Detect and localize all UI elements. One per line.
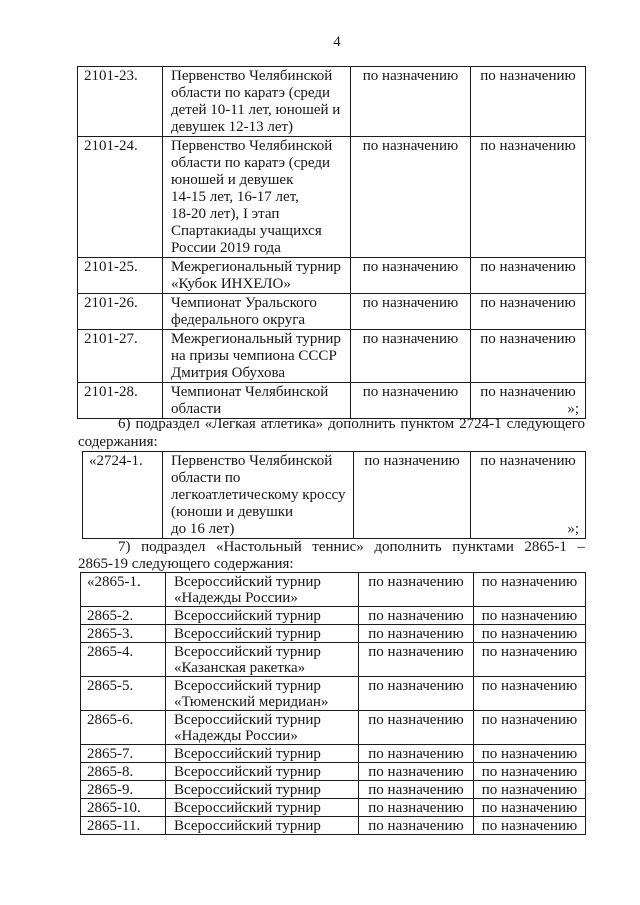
col3-cell	[359, 573, 474, 607]
event-name-line: «Кубок ИНХЕЛО»	[171, 276, 291, 292]
table-row	[81, 643, 586, 677]
paragraph-line: 2865-19 следующего содержания:	[78, 556, 294, 572]
col4-value: по назначению	[481, 644, 578, 660]
item-number-cell	[81, 607, 166, 625]
col3-value: по назначению	[368, 818, 464, 834]
events-table-2	[82, 451, 586, 539]
item-number-cell	[81, 711, 166, 745]
page-number: 4	[333, 34, 341, 50]
event-name-cell	[166, 677, 359, 711]
table-row	[81, 711, 586, 745]
table-row	[78, 67, 586, 137]
col4-cell	[474, 745, 586, 763]
col3-cell	[351, 137, 471, 258]
col4-value: по назначению	[480, 331, 576, 347]
col3-value: по назначению	[362, 138, 459, 154]
event-name-line: Спартакиады учащихся	[171, 223, 322, 239]
item-number: 2865-4.	[87, 644, 134, 660]
event-name-line: Всероссийский турнир	[174, 574, 321, 590]
col3-value: по назначению	[368, 626, 464, 642]
item-number-cell	[81, 643, 166, 677]
table-row	[81, 607, 586, 625]
item-number: 2865-11.	[87, 818, 141, 834]
event-name-line: Всероссийский турнир	[174, 782, 321, 798]
event-name-line: «Надежды России»	[174, 728, 298, 744]
event-name-line: России 2019 года	[171, 240, 281, 256]
event-name-line: на призы чемпиона СССР	[171, 348, 337, 364]
col4-value: по назначению	[480, 295, 576, 311]
event-name-cell	[166, 799, 359, 817]
col3-value: по назначению	[364, 453, 460, 469]
col4-cell	[474, 607, 586, 625]
col4-cell	[471, 330, 586, 383]
col3-value: по назначению	[368, 574, 464, 590]
col3-value: по назначению	[368, 712, 464, 728]
col4-value: по назначению	[481, 626, 578, 642]
event-name-line: Чемпионат Уральского	[171, 295, 317, 311]
col4-cell	[471, 67, 586, 137]
event-name-line: детей 10-11 лет, юношей и	[171, 102, 341, 118]
events-table-1-body	[78, 67, 586, 419]
item-number: «2865-1.	[87, 574, 141, 590]
event-name-line: Всероссийский турнир	[174, 764, 321, 780]
event-name-cell	[166, 781, 359, 799]
col4-value: по назначению	[481, 746, 578, 762]
col3-cell	[351, 258, 471, 294]
item-number: 2865-9.	[87, 782, 134, 798]
event-name-cell	[163, 294, 351, 330]
event-name-line: области по каратэ (среди	[171, 155, 331, 171]
event-name-cell	[166, 763, 359, 781]
col4-value: по назначению	[481, 712, 578, 728]
col3-value: по назначению	[368, 644, 464, 660]
event-name-cell	[166, 817, 359, 835]
table-row	[81, 781, 586, 799]
col3-cell	[351, 67, 471, 137]
col4-cell	[474, 677, 586, 711]
event-name-cell	[166, 607, 359, 625]
event-name-line: Чемпионат Челябинской	[171, 384, 329, 400]
item-number-cell	[83, 452, 163, 539]
event-name-cell	[163, 383, 351, 419]
event-name-line: «Надежды России»	[174, 590, 298, 606]
col4-cell	[471, 383, 586, 419]
col4-value: по назначению	[481, 678, 578, 694]
event-name-line: Первенство Челябинской	[171, 68, 333, 84]
table-row	[78, 330, 586, 383]
item-number: 2101-27.	[84, 331, 138, 347]
col4-cell	[471, 258, 586, 294]
col3-cell	[359, 711, 474, 745]
item-number-cell	[81, 799, 166, 817]
table-row	[81, 573, 586, 607]
col4-value: по назначению	[480, 68, 576, 84]
event-name-line: Всероссийский турнир	[174, 644, 321, 660]
item-number: 2101-28.	[84, 384, 138, 400]
table-row	[83, 452, 586, 539]
col3-cell	[359, 817, 474, 835]
event-name-line: Всероссийский турнир	[174, 608, 321, 624]
col3-cell	[359, 799, 474, 817]
event-name-line: Всероссийский турнир	[174, 818, 321, 834]
event-name-line: Дмитрия Обухова	[171, 365, 286, 381]
event-name-cell	[166, 573, 359, 607]
col4-value: по назначению	[481, 608, 578, 624]
event-name-line: Межрегиональный турнир	[171, 331, 341, 347]
event-name-cell	[166, 745, 359, 763]
item-number-cell	[81, 817, 166, 835]
event-name-line: юношей и девушек	[171, 172, 294, 188]
item-number-cell	[81, 677, 166, 711]
col3-cell	[359, 625, 474, 643]
col4-value: по назначению	[481, 574, 578, 590]
item-number: 2865-5.	[87, 678, 134, 694]
item-number-cell	[78, 294, 163, 330]
event-name-line: области по каратэ (среди	[171, 85, 331, 101]
col3-value: по назначению	[362, 295, 459, 311]
line-spacer	[474, 470, 582, 487]
item-number-cell	[78, 258, 163, 294]
col3-value: по назначению	[368, 764, 464, 780]
item-number: 2865-6.	[87, 712, 134, 728]
col3-value: по назначению	[368, 782, 464, 798]
paragraph-line: 6) подраздел «Легкая атлетика» дополнить пунктом 2724-1 следующего	[118, 416, 585, 432]
col4-value: по назначению	[480, 384, 576, 400]
col4-value: по назначению	[481, 782, 578, 798]
event-name-line: девушек 12-13 лет)	[171, 119, 294, 135]
col3-cell	[359, 745, 474, 763]
paragraph-table-tennis	[78, 539, 585, 573]
events-table-3-body	[81, 573, 586, 835]
paragraph-line: 7) подраздел «Настольный теннис» дополнить пунктами 2865-1 –	[118, 539, 585, 555]
item-number-cell	[78, 330, 163, 383]
event-name-cell	[166, 643, 359, 677]
col3-value: по назначению	[362, 331, 459, 347]
event-name-line: области	[171, 401, 222, 417]
event-name-line: 14-15 лет, 16-17 лет,	[171, 189, 299, 205]
closing-quote: »;	[567, 401, 579, 417]
event-name-line: Всероссийский турнир	[174, 746, 321, 762]
col3-value: по назначению	[362, 68, 459, 84]
col4-cell	[474, 573, 586, 607]
col3-cell	[359, 643, 474, 677]
col3-value: по назначению	[362, 259, 459, 275]
col4-cell	[474, 625, 586, 643]
col4-value: по назначению	[480, 453, 576, 469]
event-name-line: легкоатлетическому кроссу	[171, 487, 346, 503]
table-row	[81, 625, 586, 643]
event-name-cell	[166, 711, 359, 745]
paragraph-line: содержания:	[78, 434, 158, 450]
events-table-2-body	[83, 452, 586, 539]
col3-cell	[359, 781, 474, 799]
item-number: 2101-25.	[84, 259, 138, 275]
item-number: «2724-1.	[89, 453, 143, 469]
event-name-line: до 16 лет)	[171, 521, 235, 537]
item-number: 2101-26.	[84, 295, 138, 311]
item-number: 2865-3.	[87, 626, 134, 642]
events-table-1	[77, 66, 586, 419]
col3-cell	[351, 330, 471, 383]
col3-value: по назначению	[368, 608, 464, 624]
event-name-cell	[163, 330, 351, 383]
col3-value: по назначению	[362, 384, 459, 400]
event-name-cell	[166, 625, 359, 643]
item-number-cell	[81, 745, 166, 763]
table-row	[81, 817, 586, 835]
col4-cell	[474, 817, 586, 835]
col4-cell	[474, 781, 586, 799]
item-number-cell	[81, 573, 166, 607]
table-row	[78, 294, 586, 330]
col3-cell	[359, 607, 474, 625]
event-name-cell	[163, 452, 354, 539]
col3-value: по назначению	[368, 678, 464, 694]
col4-cell	[474, 763, 586, 781]
col4-cell	[471, 137, 586, 258]
col3-cell	[359, 677, 474, 711]
col3-cell	[354, 452, 471, 539]
event-name-line: Межрегиональный турнир	[171, 259, 341, 275]
col4-value: по назначению	[480, 138, 576, 154]
table-row	[78, 383, 586, 419]
table-row	[81, 745, 586, 763]
event-name-line: Первенство Челябинской	[171, 138, 333, 154]
table-row	[78, 137, 586, 258]
col4-cell	[474, 711, 586, 745]
event-name-line: (юноши и девушки	[171, 504, 294, 520]
paragraph-athletics	[78, 415, 585, 451]
item-number: 2865-8.	[87, 764, 134, 780]
event-name-line: Первенство Челябинской	[171, 453, 333, 469]
event-name-line: области по	[171, 470, 241, 486]
event-name-line: «Тюменский меридиан»	[174, 694, 329, 710]
event-name-line: Всероссийский турнир	[174, 712, 321, 728]
event-name-line: «Казанская ракетка»	[174, 660, 306, 676]
events-table-3	[80, 572, 586, 835]
event-name-line: Всероссийский турнир	[174, 626, 321, 642]
item-number-cell	[78, 67, 163, 137]
table-row	[81, 677, 586, 711]
col3-value: по назначению	[368, 800, 464, 816]
col4-value: по назначению	[481, 800, 578, 816]
col3-value: по назначению	[368, 746, 464, 762]
item-number-cell	[81, 781, 166, 799]
line-spacer	[474, 487, 582, 504]
event-name-cell	[163, 67, 351, 137]
item-number: 2865-7.	[87, 746, 134, 762]
col4-cell	[471, 452, 586, 539]
item-number-cell	[81, 625, 166, 643]
event-name-line: Всероссийский турнир	[174, 678, 321, 694]
col4-cell	[474, 799, 586, 817]
col4-cell	[474, 643, 586, 677]
item-number-cell	[78, 383, 163, 419]
event-name-line: 18-20 лет), I этап	[171, 206, 280, 222]
col4-value: по назначению	[481, 818, 578, 834]
line-spacer	[474, 504, 582, 521]
item-number-cell	[81, 763, 166, 781]
table-row	[81, 763, 586, 781]
col3-cell	[351, 294, 471, 330]
col3-cell	[351, 383, 471, 419]
event-name-line: Всероссийский турнир	[174, 800, 321, 816]
item-number: 2865-2.	[87, 608, 134, 624]
table-row	[81, 799, 586, 817]
event-name-line: федерального округа	[171, 312, 306, 328]
item-number: 2101-24.	[84, 138, 138, 154]
col4-value: по назначению	[480, 259, 576, 275]
item-number-cell	[78, 137, 163, 258]
event-name-cell	[163, 137, 351, 258]
col4-value: по назначению	[481, 764, 578, 780]
col4-cell	[471, 294, 586, 330]
table-row	[78, 258, 586, 294]
event-name-cell	[163, 258, 351, 294]
item-number: 2865-10.	[87, 800, 141, 816]
closing-quote: »;	[567, 521, 579, 537]
item-number: 2101-23.	[84, 68, 138, 84]
col3-cell	[359, 763, 474, 781]
